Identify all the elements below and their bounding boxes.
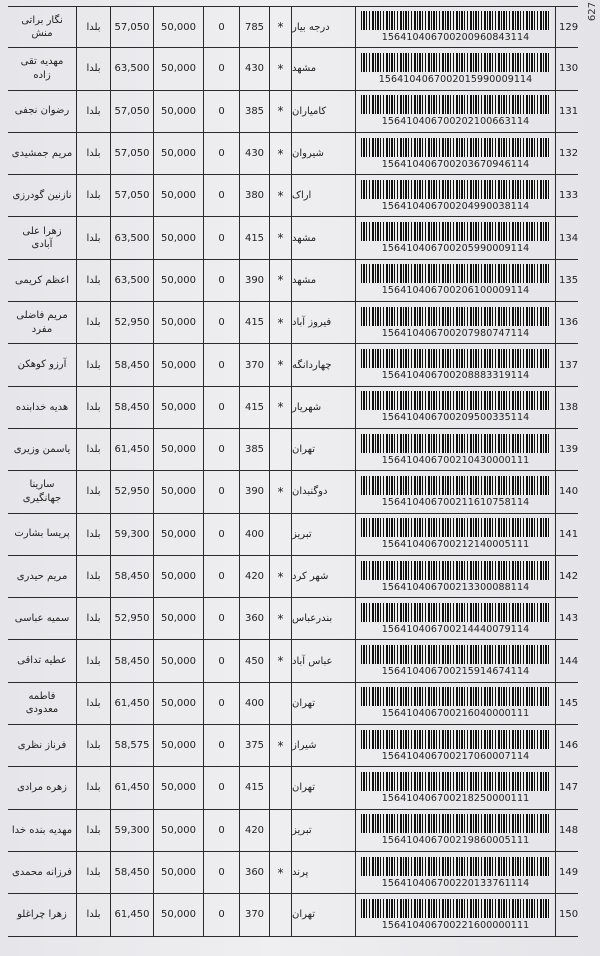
star-mark: * [269,217,291,258]
weight-value: 420 [239,810,269,851]
table-row [8,387,578,429]
weight-value: 370 [239,344,269,385]
recipient-name: سمیه عباسی [14,613,70,625]
barcode-cell [355,471,555,512]
extra-amount: 0 [203,48,239,89]
weight-value: 400 [239,683,269,724]
recipient-name: مهدیه تقی زاده [20,56,64,81]
barcode-cell [355,133,555,174]
total-amount: 59,300 [110,514,153,555]
table-row [8,91,578,133]
table-row [8,894,578,936]
barcode-graphic [361,772,551,791]
weight-value: 415 [239,767,269,808]
barcode-cell [355,598,555,639]
destination-city: تبریز [291,810,355,851]
table-row [8,217,578,259]
destination-city: کامیاران [291,91,355,132]
recipient-name: مریم جمشیدی [11,147,73,159]
recipient-name: نازنین گودرزی [12,190,72,202]
destination-city: دوگنبدان [291,471,355,512]
barcode-cell [355,387,555,428]
destination-city: مشهد [291,48,355,89]
recipient-name: عطیه تداقی [17,655,67,667]
recipient-name: فاطمه معدودی [25,690,59,716]
total-amount: 57,050 [110,175,153,216]
total-amount: 58,450 [110,387,153,428]
tracking-code: 156410406700212140005111 [381,539,530,551]
row-number: 135 [555,260,578,301]
star-mark [269,810,291,851]
destination-city: شهر کرد [291,556,355,597]
recipient-name: آرزو کوهکن [17,359,67,371]
weight-value: 380 [239,175,269,216]
barcode-cell [355,894,555,935]
destination-city: اراک [291,175,355,216]
table-row [8,260,578,302]
row-number: 133 [555,175,578,216]
barcode-graphic [361,138,551,157]
weight-value: 415 [239,217,269,258]
row-number: 148 [555,810,578,851]
barcode-cell [355,556,555,597]
row-number: 129 [555,7,578,47]
row-number: 137 [555,344,578,385]
tracking-code: 156410406700207980747114 [381,327,530,339]
base-amount: 50,000 [153,429,203,470]
barcode-cell [355,260,555,301]
tracking-code: 156410406700203670946114 [381,158,530,170]
payment-type: بلدا [76,852,110,893]
shipment-table [8,6,578,937]
payment-type: بلدا [76,471,110,512]
star-mark [269,514,291,555]
row-number: 147 [555,767,578,808]
extra-amount: 0 [203,767,239,808]
destination-city: درجه بیار [291,7,355,47]
row-number: 144 [555,640,578,681]
extra-amount: 0 [203,344,239,385]
barcode-cell [355,683,555,724]
payment-type: بلدا [76,429,110,470]
tracking-code: 156410406700205990009114 [381,243,530,255]
weight-value: 400 [239,514,269,555]
barcode-graphic [361,687,551,706]
star-mark: * [269,48,291,89]
table-row [8,852,578,894]
barcode-graphic [361,180,551,199]
payment-type: بلدا [76,683,110,724]
tracking-code: 156410406700220133761114 [381,877,530,889]
barcode-graphic [361,730,551,749]
payment-type: بلدا [76,556,110,597]
row-number: 136 [555,302,578,343]
barcode-graphic [361,645,551,664]
page-number: 627 [587,2,598,22]
base-amount: 50,000 [153,683,203,724]
recipient-name: زهرا چراغلو [17,909,67,921]
recipient-name: نگار براتی منش [21,14,63,40]
destination-city: تهران [291,894,355,935]
recipient-name: مریم حیدری [16,570,68,582]
barcode-graphic [361,857,551,876]
recipient-name: فرناز نظری [17,739,67,751]
barcode-graphic [361,307,551,326]
barcode-cell [355,725,555,766]
tracking-code: 156410406700214440079114 [381,623,530,635]
base-amount: 50,000 [153,767,203,808]
barcode-graphic [361,349,551,368]
row-number: 150 [555,894,578,935]
weight-value: 390 [239,260,269,301]
extra-amount: 0 [203,852,239,893]
base-amount: 50,000 [153,217,203,258]
recipient-name: هدیه خدابنده [15,401,69,413]
barcode-graphic [361,561,551,580]
destination-city: پرند [291,852,355,893]
extra-amount: 0 [203,556,239,597]
total-amount: 58,450 [110,344,153,385]
recipient-name: پریسا بشارت [14,528,70,540]
recipient-name: رضوان نجفی [14,105,70,117]
weight-value: 785 [239,7,269,47]
total-amount: 58,450 [110,640,153,681]
star-mark: * [269,471,291,512]
destination-city: شیراز [291,725,355,766]
extra-amount: 0 [203,894,239,935]
extra-amount: 0 [203,471,239,512]
payment-type: بلدا [76,133,110,174]
weight-value: 385 [239,91,269,132]
payment-type: بلدا [76,91,110,132]
destination-city: تهران [291,429,355,470]
total-amount: 59,300 [110,810,153,851]
total-amount: 58,450 [110,852,153,893]
row-number: 138 [555,387,578,428]
base-amount: 50,000 [153,302,203,343]
tracking-code: 156410406700206100009114 [381,285,530,297]
destination-city: تهران [291,767,355,808]
recipient-name: مهدیه بنده خدا [11,824,73,836]
extra-amount: 0 [203,725,239,766]
total-amount: 61,450 [110,429,153,470]
table-row [8,556,578,598]
tracking-code: 156410406700202100663114 [381,116,530,128]
total-amount: 52,950 [110,471,153,512]
recipient-name: زهره مرادی [17,782,67,794]
star-mark [269,767,291,808]
total-amount: 63,500 [110,260,153,301]
table-row [8,810,578,852]
barcode-cell [355,7,555,47]
total-amount: 63,500 [110,217,153,258]
tracking-code: 156410406700218250000111 [381,792,530,804]
base-amount: 50,000 [153,471,203,512]
extra-amount: 0 [203,133,239,174]
destination-city: شهریار [291,387,355,428]
base-amount: 50,000 [153,387,203,428]
weight-value: 420 [239,556,269,597]
barcode-cell [355,344,555,385]
barcode-graphic [361,814,551,833]
payment-type: بلدا [76,175,110,216]
star-mark [269,683,291,724]
table-row [8,175,578,217]
total-amount: 58,450 [110,556,153,597]
star-mark: * [269,7,291,47]
destination-city: عباس آباد [291,640,355,681]
star-mark: * [269,598,291,639]
table-row [8,767,578,809]
weight-value: 430 [239,133,269,174]
weight-value: 450 [239,640,269,681]
base-amount: 50,000 [153,640,203,681]
total-amount: 52,950 [110,302,153,343]
barcode-cell [355,514,555,555]
total-amount: 61,450 [110,767,153,808]
barcode-cell [355,48,555,89]
destination-city: تهران [291,683,355,724]
barcode-graphic [361,222,551,241]
base-amount: 50,000 [153,556,203,597]
extra-amount: 0 [203,387,239,428]
star-mark: * [269,344,291,385]
total-amount: 63,500 [110,48,153,89]
payment-type: بلدا [76,260,110,301]
row-number: 131 [555,91,578,132]
payment-type: بلدا [76,598,110,639]
payment-type: بلدا [76,810,110,851]
payment-type: بلدا [76,7,110,47]
star-mark: * [269,133,291,174]
tracking-code: 156410406700213300088114 [381,581,530,593]
recipient-name: مریم فاضلی مفرد [16,310,68,335]
row-number: 142 [555,556,578,597]
table-row [8,725,578,767]
recipient-name: فرزانه محمدی [12,866,72,878]
weight-value: 415 [239,302,269,343]
total-amount: 57,050 [110,91,153,132]
extra-amount: 0 [203,429,239,470]
barcode-cell [355,810,555,851]
payment-type: بلدا [76,387,110,428]
table-row [8,640,578,682]
total-amount: 61,450 [110,683,153,724]
extra-amount: 0 [203,683,239,724]
star-mark: * [269,852,291,893]
barcode-cell [355,175,555,216]
barcode-graphic [361,899,551,918]
extra-amount: 0 [203,598,239,639]
payment-type: بلدا [76,894,110,935]
weight-value: 370 [239,894,269,935]
barcode-cell [355,302,555,343]
base-amount: 50,000 [153,344,203,385]
base-amount: 50,000 [153,514,203,555]
barcode-cell [355,429,555,470]
base-amount: 50,000 [153,133,203,174]
base-amount: 50,000 [153,725,203,766]
barcode-cell [355,217,555,258]
tracking-code: 156410406700209500335114 [381,412,530,424]
total-amount: 57,050 [110,7,153,47]
destination-city: چهاردانگه [291,344,355,385]
tracking-code: 156410406700201599000911​4 [378,73,533,85]
weight-value: 385 [239,429,269,470]
barcode-graphic [361,603,551,622]
tracking-code: 156410406700210430000111 [381,454,530,466]
extra-amount: 0 [203,302,239,343]
barcode-cell [355,91,555,132]
table-row [8,598,578,640]
weight-value: 375 [239,725,269,766]
star-mark: * [269,640,291,681]
base-amount: 50,000 [153,598,203,639]
row-number: 130 [555,48,578,89]
recipient-name: یاسمن وزیری [13,443,71,455]
base-amount: 50,000 [153,175,203,216]
weight-value: 415 [239,387,269,428]
table-row [8,683,578,725]
destination-city: مشهد [291,260,355,301]
payment-type: بلدا [76,514,110,555]
weight-value: 390 [239,471,269,512]
table-row [8,302,578,344]
payment-type: بلدا [76,725,110,766]
row-number: 132 [555,133,578,174]
extra-amount: 0 [203,810,239,851]
tracking-code: 156410406700208883319114 [381,370,530,382]
row-number: 140 [555,471,578,512]
payment-type: بلدا [76,344,110,385]
star-mark: * [269,91,291,132]
star-mark [269,429,291,470]
payment-type: بلدا [76,48,110,89]
destination-city: بندرعباس [291,598,355,639]
tracking-code: 156410406700217060007114 [381,750,530,762]
base-amount: 50,000 [153,48,203,89]
tracking-code: 156410406700216040000111 [381,708,530,720]
star-mark: * [269,260,291,301]
star-mark: * [269,302,291,343]
total-amount: 52,950 [110,598,153,639]
star-mark: * [269,387,291,428]
table-row [8,133,578,175]
payment-type: بلدا [76,767,110,808]
tracking-code: 156410406700204990038114 [381,200,530,212]
row-number: 143 [555,598,578,639]
tracking-code: 156410406700211610758114 [381,496,530,508]
table-row [8,429,578,471]
row-number: 139 [555,429,578,470]
barcode-graphic [361,476,551,495]
barcode-cell [355,767,555,808]
payment-type: بلدا [76,302,110,343]
extra-amount: 0 [203,175,239,216]
tracking-code: 156410406700219860005111 [381,835,530,847]
payment-type: بلدا [76,217,110,258]
row-number: 141 [555,514,578,555]
tracking-code: 156410406700215914674114 [381,666,530,678]
destination-city: شیروان [291,133,355,174]
recipient-name: اعظم کریمی [15,274,69,286]
extra-amount: 0 [203,217,239,258]
base-amount: 50,000 [153,810,203,851]
extra-amount: 0 [203,514,239,555]
barcode-graphic [361,518,551,537]
weight-value: 430 [239,48,269,89]
extra-amount: 0 [203,640,239,681]
total-amount: 57,050 [110,133,153,174]
weight-value: 360 [239,598,269,639]
extra-amount: 0 [203,91,239,132]
table-row [8,6,578,48]
destination-city: مشهد [291,217,355,258]
barcode-graphic [361,95,551,114]
base-amount: 50,000 [153,91,203,132]
star-mark [269,894,291,935]
recipient-name: زهرا علی آبادی [22,225,62,251]
star-mark: * [269,556,291,597]
base-amount: 50,000 [153,852,203,893]
barcode-graphic [361,434,551,453]
base-amount: 50,000 [153,7,203,47]
tracking-code: 156410406700221600000111 [381,919,530,931]
row-number: 145 [555,683,578,724]
star-mark: * [269,725,291,766]
weight-value: 360 [239,852,269,893]
payment-type: بلدا [76,640,110,681]
base-amount: 50,000 [153,894,203,935]
extra-amount: 0 [203,7,239,47]
table-row [8,344,578,386]
destination-city: تبریز [291,514,355,555]
table-row [8,48,578,90]
total-amount: 61,450 [110,894,153,935]
extra-amount: 0 [203,260,239,301]
barcode-cell [355,852,555,893]
row-number: 149 [555,852,578,893]
barcode-graphic [361,391,551,410]
base-amount: 50,000 [153,260,203,301]
barcode-graphic [361,264,551,283]
total-amount: 58,575 [110,725,153,766]
barcode-cell [355,640,555,681]
star-mark: * [269,175,291,216]
destination-city: فیروز آباد [291,302,355,343]
table-row [8,514,578,556]
barcode-graphic [361,53,551,72]
barcode-graphic [361,11,551,30]
table-row [8,471,578,513]
recipient-name: سارینا جهانگیری [22,479,62,504]
row-number: 146 [555,725,578,766]
tracking-code: 1564104067002009608431​14 [381,32,530,44]
row-number: 134 [555,217,578,258]
